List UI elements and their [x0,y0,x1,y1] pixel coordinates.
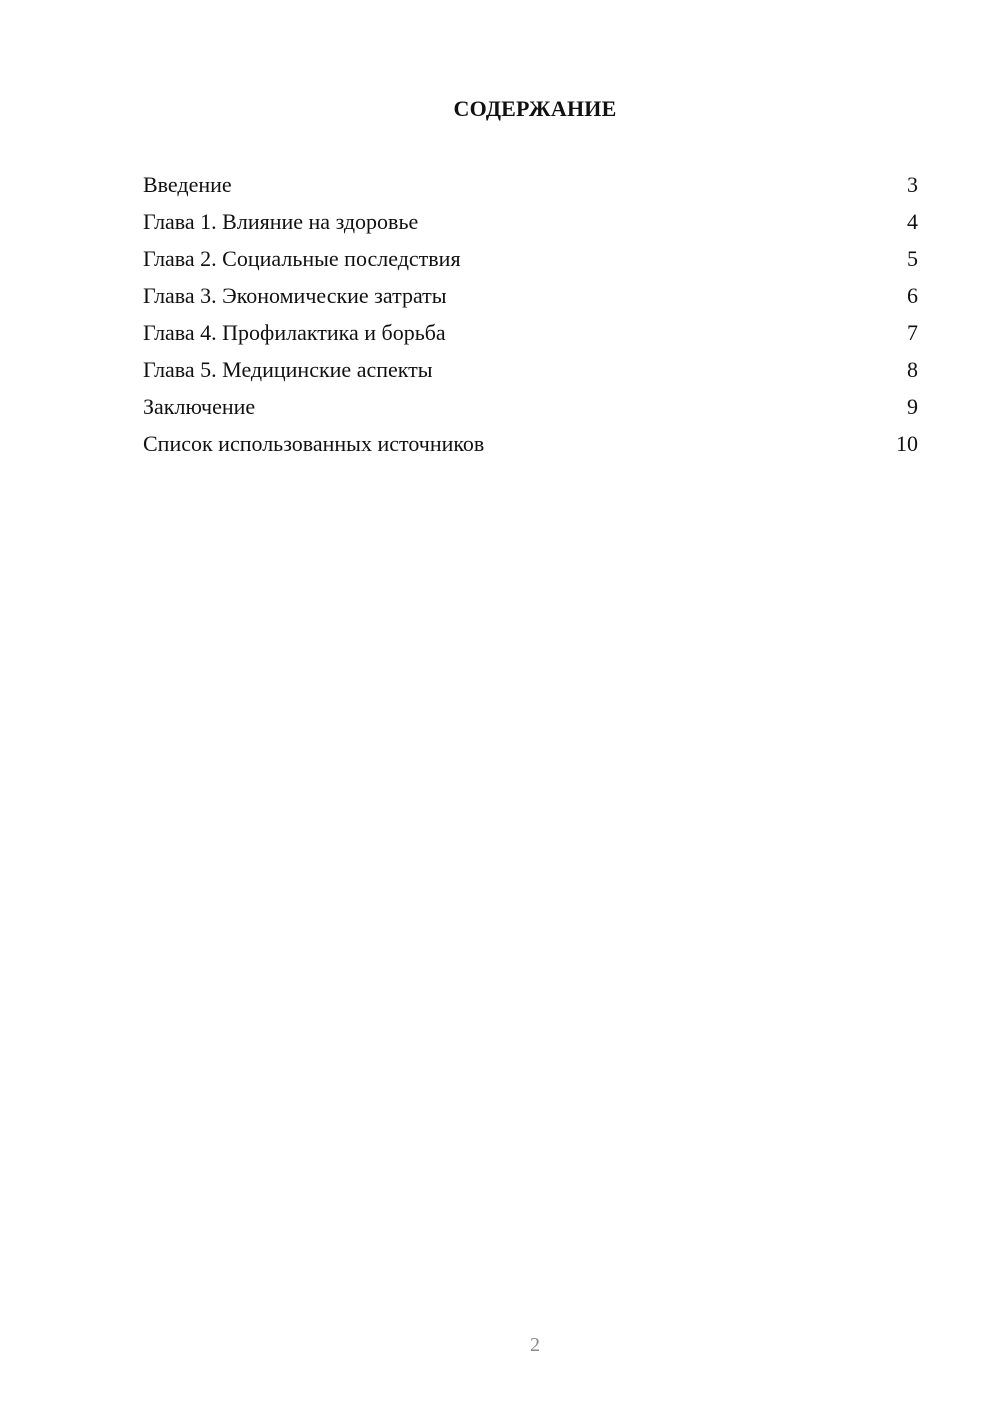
toc-entry [143,355,918,392]
toc-entry-label: Глава 1. Влияние на здоровье [143,209,419,234]
toc-entry [143,244,918,281]
toc-entry-label: Заключение [143,394,256,419]
toc-entry-label: Глава 2. Социальные последствия [143,246,461,271]
toc-entry-page-number: 4 [907,209,918,234]
toc-entry-label: Список использованных источников [143,431,485,456]
page-number: 2 [530,1334,540,1356]
toc-entry-label: Введение [143,172,232,197]
toc-entry-page-number: 7 [907,320,918,345]
toc-entry-page-number: 9 [907,394,918,419]
toc-entry-page-number: 8 [907,357,918,382]
toc-entry [143,207,918,244]
toc-entry [143,429,918,466]
toc-entry-label: Глава 5. Медицинские аспекты [143,357,433,382]
table-of-contents-list [143,170,918,466]
toc-entry-label: Глава 4. Профилактика и борьба [143,320,446,345]
toc-entry [143,392,918,429]
toc-entry-page-number: 3 [907,172,918,197]
table-of-contents-title: СОДЕРЖАНИЕ [453,96,617,121]
toc-entry [143,318,918,355]
toc-entry-page-number: 6 [907,283,918,308]
toc-entry [143,281,918,318]
toc-entry-page-number: 10 [896,431,918,456]
toc-entry-label: Глава 3. Экономические затраты [143,283,447,308]
toc-entry [143,170,918,207]
toc-entry-page-number: 5 [907,246,918,271]
